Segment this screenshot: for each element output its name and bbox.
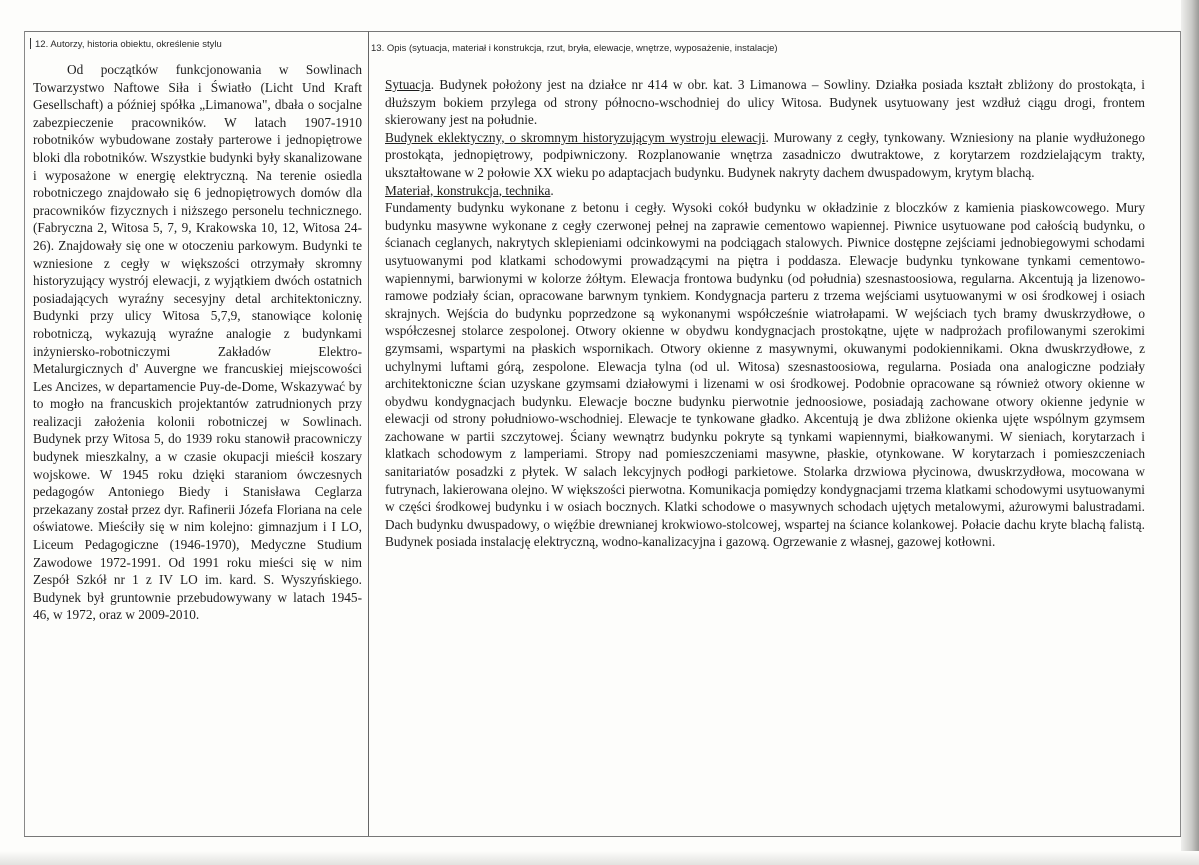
scan-bottom-shadow <box>0 851 1199 865</box>
section-12-caption <box>30 38 222 50</box>
construction-paragraph <box>385 199 1145 551</box>
caption-bar <box>30 38 31 49</box>
history-column <box>33 61 362 624</box>
situation-paragraph <box>385 76 1145 129</box>
style-text: . Murowany z cegły, tynkowany. Wzniesiony na planie wydłużonego prostokąta, jednopiętrowy, podpiwniczony. Rozplanowanie wnętrza zasadniczo dwutraktowe, z korytarzem rozdzielającym trakty, ukształtowane w 2 połowie XX wieku po adaptacjach budynku. Budynek nakryty dachem dwuspadowym, krytym blachą. <box>385 129 1145 180</box>
column-divider <box>368 31 369 836</box>
frame-top-rule <box>24 31 1181 32</box>
section-13-caption: 13. Opis (sytuacja, materiał i konstrukcja, rzut, bryła, elewacje, wnętrze, wyposażenie, instalacje) <box>371 43 778 54</box>
frame-bottom-rule <box>24 836 1181 837</box>
section-12-caption-text: 12. Autorzy, historia obiektu, określenie stylu <box>35 39 222 50</box>
style-paragraph <box>385 129 1145 182</box>
construction-text: Fundamenty budynku wykonane z betonu i cegły. Wysoki cokół budynku w okładzinie z bloczków z kamienia piaskowcowego. Mury budynku masywne wykonane z cegły czerwonej pełnej na zaprawie cementowo wapiennej. Piwnice usytuowane pod całością budynku, o ścianach ceglanych, nakrytych sklepieniami odcinkowymi na podciągach stalowych. Piwnice dostępne zejściami jednobiegowymi schodami usytuowanymi pod klatkami schodowymi prowadzącymi na piętra i poddasza. Elewacje budynku tynkowane tynkami cementowo-wapiennymi, barwionymi w kolorze żółtym. Elewacja frontowa budynku (od południa) szesnastoosiowa, regularna. Akcentują ja lizenowo-ramowe podziały ścian, opracowane barwnym tynkiem. Kondygnacja parteru z trzema wejściami usytuowanymi w osi środkowej i osiach skrajnych. Wejścia do budynku poprzedzone są wykonanymi współcześnie wiatrołapami. W wejściach tych bramy dwuskrzydłowe, o współczesnej stolarce zespolonej. Otwory okienne w obydwu kondygnacjach prostokątne, ujęte w nadprożach profilowanymi szerokimi gzymsami, wspartymi na płaskich wspornikach. Otwory okienne z masywnymi, okuwanymi podokiennikami. Okna dwuskrzydłowe, z uchylnymi luftami górą, zespolone. Elewacja tylna (od ul. Witosa) szesnastoosiowa, regularna. Posiada ona analogiczne podziały architektoniczne ścian uzyskane gzymsami działowymi i lizenami w osi środkowej. Podobnie opracowane są również otwory okienne w obydwu kondygnacjach budynku. Elewacje boczne budynku pierwotnie jednoosiowe, posiadają zachowane otwory okienne jedynie w elewacji od strony południowo-wschodniej. Elewacje te tynkowane gładko. Akcentują je dwa zbliżone okienka ujęte wspólnym gzymsem zachowane w partii szczytowej. Ściany wewnątrz budynku pokryte są tynkami wapiennymi, białkowanymi. W sieniach, korytarzach i klatkach schodowym z lamperiami. Stropy nad pomieszczeniami masywne, płaskie, otynkowane. W korytarzach i pomieszczeniach sanitariatów posadzki z płytek. W salach lekcyjnych podłogi parkietowe. Stolarka drzwiowa płycinowa, dwuskrzydłowa, mocowana w futrynach, lakierowana olejno. W większości pierwotna. Komunikacja pomiędzy kondygnacjami trzema klatkami schodowymi usytuowanymi w części środkowej budynku i w osiach bocznych. Klatki schodowe o masywnych schodach ujętych metalowymi, ażurowymi balustradami. Dach budynku dwuspadowy, o więźbie drewnianej krokwiowo-stolcowej, wspartej na ściance kolankowej. Połacie dachu kryte blachą falistą. Budynek posiada instalację elektryczną, wodno-kanalizacyjna i gazową. Ogrzewanie z własnej, gazowej kotłowni. <box>385 200 1145 550</box>
material-heading-paragraph <box>385 182 1145 200</box>
material-heading-dot: . <box>550 182 554 198</box>
scan-edge-shadow <box>1181 0 1199 865</box>
situation-text: . Budynek położony jest na działce nr 414 w obr. kat. 3 Limanowa – Sowliny. Działka posiada kształt zbliżony do prostokąta, i dłuższym bokiem przylega od strony północno-wschodniej do ulicy Witosa. Budynek usytuowany jest wzdłuż ciągu drogi, frontem skierowany jest na południe. <box>385 77 1145 128</box>
history-text: Od początków funkcjonowania w Sowlinach Towarzystwo Naftowe Siła i Światło (Licht Und Kraft Gesellschaft) a później spółka „Limanowa", dbała o socjalne zabezpieczenie pracowników. W latach 1907-1910 robotników wybudowane zostały parterowe i jednopiętrowe bloki dla robotników. Wszystkie budynki były skanalizowane i wyposażone w energię elektryczną. Na terenie osiedla robotniczego znajdowało się 6 jednopiętrowych domów dla pracowników fizycznych i niższego personelu technicznego. (Fabryczna 2, Witosa 5, 7, 9, Krakowska 10, 12, Witosa 24-26). Znajdowały się one w otoczeniu parkowym. Budynki te wzniesione z cegły w większości otrzymały skromny historyzujący wystrój elewacji, z wyjątkiem dwóch ostatnich posiadających wyraźny secesyjny detal architektoniczny. Budynki przy ulicy Witosa 5,7,9, stanowiące kolonię robotniczą, wykazują wyraźne analogie z budynkami inżyniersko-robotniczymi Zakładów Elektro-Metalurgicznych d' Auvergne we francuskiej miejscowości Les Ancizes, w departamencie Puy-de-Dome, Wskazywać by to mogło na francuskich projektantów zatrudnionych przy realizacji założenia kolonii robotniczej w Sowlinach. Budynek przy Witosa 5, do 1939 roku stanowił pracowniczy budynek mieszkalny, a w czasie okupacji mieścił koszary wojskowe. W 1945 roku dzięki staraniom ówczesnych pedagogów Antoniego Biedy i Stanisława Ceglarza przekazany został przez dyr. Rafinerii Józefa Floriana na cele oświatowe. Mieściły się w nim kolejno: gimnazjum i I LO, Liceum Pedagogiczne (1946-1970), Medyczne Studium Zawodowe 1972-1991. Od 1991 roku mieści się w nim Zespół Szkół nr 1 z IV LO im. kard. S. Wyszyńskiego. Budynek był gruntownie przebudowywany w latach 1945-46, w 1972, oraz w 2009-2010. <box>33 62 362 623</box>
style-heading: Budynek eklektyczny, o skromnym historyzującym wystroju elewacji <box>385 129 766 145</box>
frame-left-rule <box>24 31 25 836</box>
material-heading: Materiał, konstrukcja, technika <box>385 182 551 198</box>
situation-heading: Sytuacja <box>385 77 431 92</box>
description-column <box>385 76 1145 551</box>
